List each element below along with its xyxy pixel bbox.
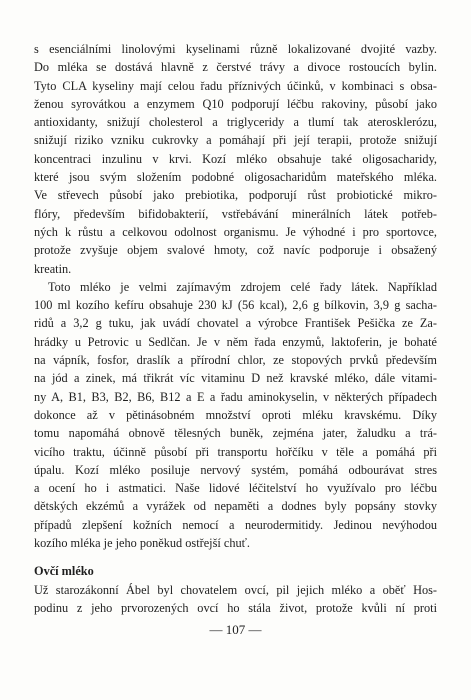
text-line: ny A, B1, B3, B2, B6, B12 a E a řadu aminokyselin, v některých případech (34, 389, 437, 404)
text-line: dětských ekzémů a vyrážek od nepaměti a dodnes byly popsány stovky (34, 499, 437, 514)
paragraph-2 (34, 278, 437, 552)
text-line: ženou syrovátkou a enzymem Q10 podporují léčbu rakoviny, působí jako (34, 96, 437, 111)
page-number: — 107 — (209, 622, 262, 637)
text-line: kreatin. (34, 261, 72, 276)
text-line: na vápník, fosfor, draslík a přírodní chlor, ze stopových prvků především (34, 353, 437, 368)
text-line: kozího mléka je jeho poněkud ostřejší chuť. (34, 536, 250, 551)
text-line: 100 ml kozího kefíru obsahuje 230 kJ (56 kcal), 2,6 g bílkovin, 3,9 g sacha- (34, 298, 437, 313)
text-line: a ocení ho i astmatici. Naše lidové léčitelství ho využívalo pro léčbu (34, 481, 437, 496)
text-line: podinu z jeho prvorozených ovcí ho stála život, protože kvůli ní proti (34, 600, 437, 615)
text-line: koncentraci inzulinu v krvi. Kozí mléko obsahuje také oligosacharidy, (34, 151, 437, 166)
text-line: snižují riziko vzniku cukrovky a pomáhají při její terapii, protože snižují (34, 133, 437, 148)
text-line: Toto mléko je velmi zajímavým zdrojem celé řady látek. Například (48, 279, 437, 294)
text-line: ridů a 3,2 g tuku, jak uvádí chovatel a výrobce František Pešička ze Za- (34, 316, 437, 331)
section-heading: Ovčí mléko (34, 564, 94, 579)
text-line: úpalu. Kozí mléko posiluje nervový systém, pomáhá odbourávat stres (34, 462, 437, 477)
text-line: dokonce až v pětinásobném množství oproti mléku kravskému. Díky (34, 407, 437, 422)
text-line: Ve střevech působí jako prebiotika, podporují růst probiotické mikro- (34, 188, 437, 203)
text-line: antioxidanty, snižují cholesterol a triglyceridy a tlumí tak aterosklerózu, (34, 115, 437, 130)
paragraph-1 (34, 40, 437, 278)
text-line: které jsou svým složením podobné oligosacharidům mateřského mléka. (34, 170, 437, 185)
text-line: Do mléka se dostává hlavně z čerstvé trávy a divoce rostoucích bylin. (34, 60, 437, 75)
text-line: na jód a zinek, má třikrát víc vitaminu D než kravské mléko, dále vitami- (34, 371, 437, 386)
text-line: vicího traktu, účinně působí při transportu hořčíku v těle a pomáhá při (34, 444, 437, 459)
text-line: případů zlepšení kožních nemocí a neurodermitidy. Jedinou nevýhodou (34, 517, 437, 532)
text-line: Tyto CLA kyseliny mají celou řadu příznivých účinků, v kombinaci s obsa- (34, 78, 437, 93)
text-line: hrádky u Petrovic u Sedlčan. Je v něm řada enzymů, laktoferin, je bohaté (34, 334, 437, 349)
text-line: s esenciálními linolovými kyselinami různě lokalizované dvojité vazby. (34, 42, 437, 56)
paragraph-3 (34, 581, 437, 618)
text-line: protože zvyšuje objem svalové hmoty, což navíc podporuje i obsažený (34, 243, 437, 258)
page-text (34, 40, 437, 617)
text-line: ných k růstu a celkovou odolnost organismu. Je výhodné i pro sportovce, (34, 224, 437, 239)
text-line: Už starozákonní Ábel byl chovatelem ovcí, pil jejich mléko a oběť Hos- (34, 582, 437, 597)
text-line: flóry, především bifidobakterií, vstřebávání minerálních látek potřeb- (34, 206, 437, 221)
text-line: tomu napomáhá obnově tělesných buněk, zejména jater, žaludku a trá- (34, 426, 437, 441)
